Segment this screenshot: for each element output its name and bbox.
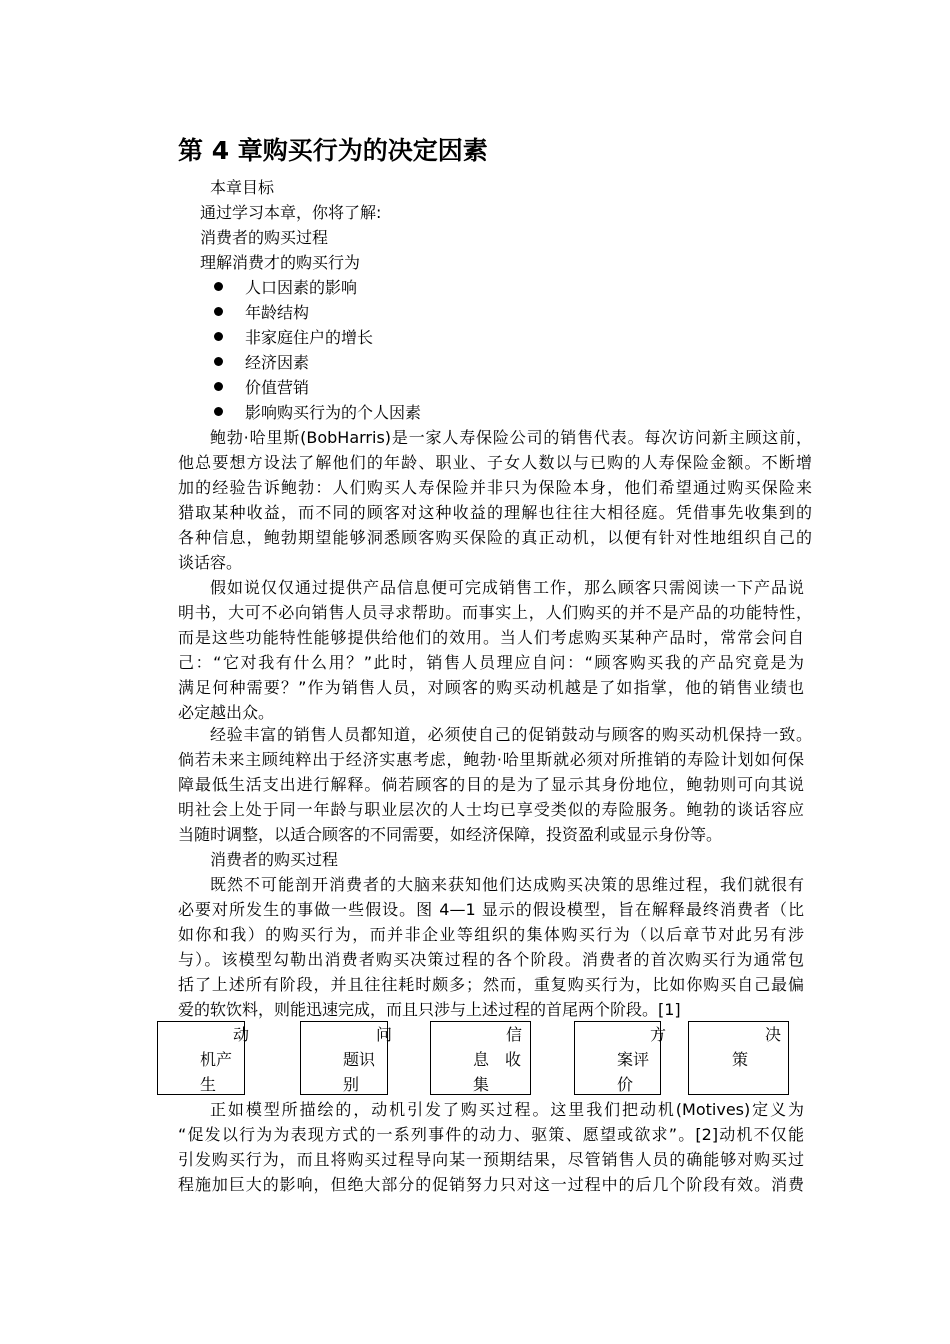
paragraph-line: 与）。该模型勾勒出消费者购买决策过程的各个阶段。消费者的首次购买行为通常包 [178,950,804,969]
bullet-icon [214,382,223,391]
chapter-title: 第 4 章购买行为的决定因素 [178,136,488,165]
bullet-item: 价值营销 [245,378,310,397]
flow-box-text: 价 [617,1075,634,1094]
paragraph-line: 鲍勃·哈里斯(BobHarris)是一家人寿保险公司的销售代表。每次访问新主顾这前， [210,428,812,447]
paragraph-line: 必要对所发生的事做一些假设。图 4—1 显示的假设模型，旨在解释最终消费者（比 [178,900,804,919]
paragraph-line: 明社会上处于同一年龄与职业层次的人士均已享受类似的寿险服务。鲍勃的谈话容应 [178,800,804,819]
paragraph-line: 谈话容。 [178,553,243,572]
flow-box-text: 生 [200,1075,217,1094]
paragraph-line: 当随时调整，以适合顾客的不同需要，如经济保障，投资盈利或显示身份等。 [178,825,723,844]
paragraph-line: 倘若未来主顾纯粹出于经济实惠考虑，鲍勃·哈里斯就必须对所推销的寿险计划如何保 [178,750,804,769]
bullet-icon [214,282,223,291]
objectives-intro: 通过学习本章，你将了解: [200,203,382,222]
bullet-item: 影响购买行为的个人因素 [245,403,422,422]
flow-box-text: 机产 [200,1050,233,1069]
bullet-item: 非家庭住户的增长 [245,328,374,347]
paragraph-line: 障最低生活支出进行解释。倘若顾客的目的是为了显示其身份地位，鲍勃则可向其说 [178,775,804,794]
objectives-heading: 本章目标 [210,178,275,197]
flow-box-information [430,1021,531,1095]
flow-box-text: 信 [506,1025,523,1044]
flow-box-text: 策 [732,1050,749,1069]
bullet-item: 人口因素的影响 [245,278,358,297]
objective-item-2: 理解消费才的购买行为 [200,253,361,272]
paragraph-line: 括了上述所有阶段，并且往往耗时颇多；然而，重复购买行为，比如你购买自己最偏 [178,975,804,994]
flow-box-text: 题识 [343,1050,376,1069]
flow-box-problem [300,1021,393,1095]
paragraph-line: 爱的软饮料，则能迅速完成，而且只涉与上述过程的首尾两个阶段。[1] [178,1000,681,1019]
paragraph-line: 满足何种需要？”作为销售人员，对顾客的购买动机越是了如指掌，他的销售业绩也 [178,678,804,697]
paragraph-line: 明书，大可不必向销售人员寻求帮助。而事实上，人们购买的并不是产品的功能特性， [178,603,812,622]
bullet-icon [214,332,223,341]
paragraph-line: 各种信息，鲍勃期望能够洞悉顾客购买保险的真正动机，以便有针对性地组织自己的 [178,528,812,547]
bullet-icon [214,307,223,316]
flow-box-text: 案评 [617,1050,650,1069]
paragraph-line: 正如模型所描绘的，动机引发了购买过程。这里我们把动机(Motives)定义为 [210,1100,804,1119]
flow-box-text: 方 [650,1025,667,1044]
bullet-item: 年龄结构 [245,303,310,322]
flow-box-motive [157,1021,250,1095]
flow-box-text: 问 [376,1025,393,1044]
paragraph-line: 既然不可能剖开消费者的大脑来获知他们达成购买决策的思维过程，我们就很有 [210,875,804,894]
flow-box-decision [688,1021,789,1095]
bullet-icon [214,357,223,366]
bullet-item: 经济因素 [245,353,310,372]
flow-box-text: 集 [473,1075,490,1094]
section-heading: 消费者的购买过程 [210,850,339,869]
flow-box-text: 息 收 [473,1050,522,1069]
flow-box-evaluation [574,1021,667,1095]
flow-box-text: 动 [233,1025,250,1044]
paragraph-line: 必定越出众。 [178,703,275,722]
objective-item-1: 消费者的购买过程 [200,228,329,247]
paragraph-line: 假如说仅仅通过提供产品信息便可完成销售工作，那么顾客只需阅读一下产品说 [210,578,804,597]
bullet-icon [214,407,223,416]
paragraph-line: 引发购买行为，而且将购买过程导向某一预期结果，尽管销售人员的确能够对购买过 [178,1150,804,1169]
flow-box-text: 别 [343,1075,360,1094]
paragraph-line: 经验丰富的销售人员都知道，必须使自己的促销鼓动与顾客的购买动机保持一致。 [210,725,812,744]
flow-box-text: 决 [765,1025,782,1044]
paragraph-line: 而是这些功能特性能够提供给他们的效用。当人们考虑购买某种产品时，常常会问自 [178,628,804,647]
paragraph-line: 如你和我）的购买行为，而并非企业等组织的集体购买行为（以后章节对此另有涉 [178,925,804,944]
paragraph-line: 己：“它对我有什么用？”此时，销售人员理应自问：“顾客购买我的产品究竟是为 [178,653,804,672]
paragraph-line: 猎取某种收益，而不同的顾客对这种收益的理解也往往大相径庭。凭借事先收集到的 [178,503,812,522]
paragraph-line: 他总要想方设法了解他们的年龄、职业、子女人数以与已购的人寿保险金额。不断增 [178,453,812,472]
paragraph-line: 程施加巨大的影响，但绝大部分的促销努力只对这一过程中的后几个阶段有效。消费 [178,1175,804,1194]
paragraph-line: 加的经验告诉鲍勃：人们购买人寿保险并非只为保险本身，他们希望通过购买保险来 [178,478,812,497]
paragraph-line: “促发以行为为表现方式的一系列事件的动力、驱策、愿望或欲求”。[2]动机不仅能 [178,1125,804,1144]
